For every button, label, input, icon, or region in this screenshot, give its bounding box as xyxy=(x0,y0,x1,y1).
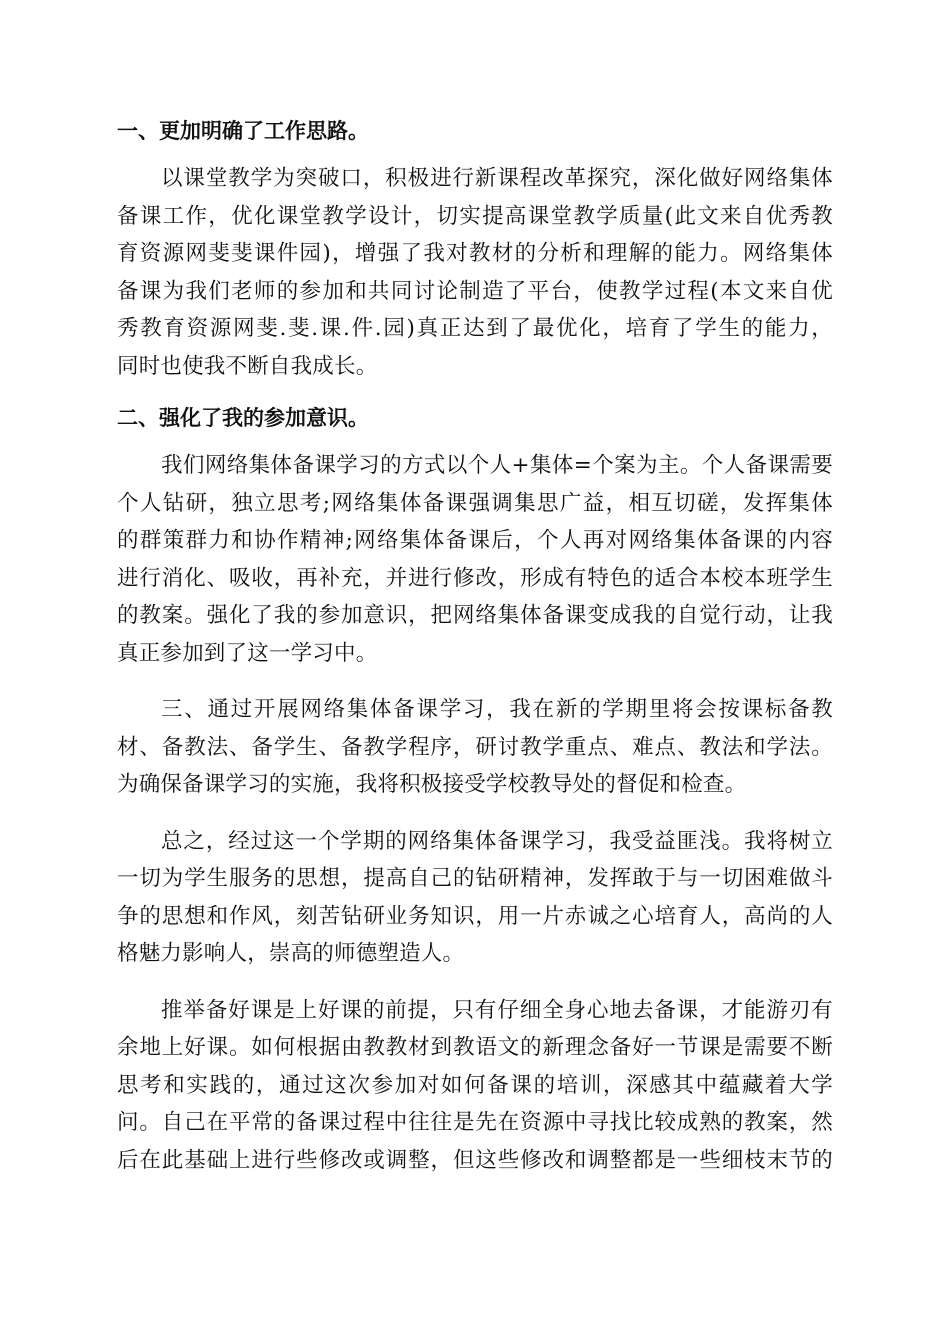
paragraph-line: 我们网络集体备课学习的方式以个人+集体=个案为主。个人备课需要 xyxy=(161,453,833,478)
document-page xyxy=(117,113,833,1179)
paragraph-line: 余地上好课。如何根据由教教材到教语文的新理念备好一节课是需要不断 xyxy=(117,1035,833,1060)
paragraph-line: 推举备好课是上好课的前提，只有仔细全身心地去备课，才能游刃有 xyxy=(161,997,833,1023)
paragraph-line: 三、通过开展网络集体备课学习，我在新的学期里将会按课标备教 xyxy=(161,697,833,722)
paragraph-line: 备课工作，优化课堂教学设计，切实提高课堂教学质量(此文来自优秀教 xyxy=(117,203,833,229)
paragraph-4 xyxy=(117,823,833,973)
paragraph-line: 一切为学生服务的思想，提高自己的钻研精神，发挥敢于与一切困难做斗 xyxy=(117,866,833,891)
paragraph-line: 格魅力影响人，崇高的师德塑造人。 xyxy=(117,941,465,966)
paragraph-line: 总之，经过这一个学期的网络集体备课学习，我受益匪浅。我将树立 xyxy=(161,828,833,854)
paragraph-2 xyxy=(117,447,833,672)
paragraph-line: 同时也使我不断自我成长。 xyxy=(117,353,378,379)
paragraph-line: 的群策群力和协作精神;网络集体备课后，个人再对网络集体备课的内容 xyxy=(117,528,833,553)
section-heading-2: 二、强化了我的参加意识。 xyxy=(117,406,369,430)
paragraph-line: 材、备教法、备学生、备教学程序，研讨教学重点、难点、教法和学法。 xyxy=(117,734,833,760)
paragraph-1 xyxy=(117,160,833,385)
paragraph-line: 个人钻研，独立思考;网络集体备课强调集思广益，相互切磋，发挥集体 xyxy=(117,490,833,516)
paragraph-line: 的教案。强化了我的参加意识，把网络集体备课变成我的自觉行动，让我 xyxy=(117,603,833,628)
paragraph-line: 后在此基础上进行些修改或调整，但这些修改和调整都是一些细枝末节的 xyxy=(117,1147,833,1173)
paragraph-line: 以课堂教学为突破口，积极进行新课程改革探究，深化做好网络集体 xyxy=(161,166,833,191)
paragraph-line: 思考和实践的，通过这次参加对如何备课的培训，深感其中蕴藏着大学 xyxy=(117,1072,833,1098)
paragraph-3 xyxy=(117,691,833,804)
paragraph-line: 秀教育资源网斐.斐.课.件.园)真正达到了最优化，培育了学生的能力， xyxy=(117,316,833,341)
paragraph-5 xyxy=(117,992,833,1180)
paragraph-line: 为确保备课学习的实施，我将积极接受学校教导处的督促和检查。 xyxy=(117,772,747,797)
paragraph-line: 争的思想和作风，刻苦钻研业务知识，用一片赤诚之心培育人，高尚的人 xyxy=(117,903,833,929)
paragraph-line: 育资源网斐斐课件园)，增强了我对教材的分析和理解的能力。网络集体 xyxy=(117,241,833,266)
paragraph-line: 备课为我们老师的参加和共同讨论制造了平台，使教学过程(本文来自优 xyxy=(117,278,833,304)
paragraph-line: 问。自己在平常的备课过程中往往是先在资源中寻找比较成熟的教案，然 xyxy=(117,1110,833,1135)
section-heading-1: 一、更加明确了工作思路。 xyxy=(117,119,369,143)
paragraph-line: 进行消化、吸收，再补充，并进行修改，形成有特色的适合本校本班学生 xyxy=(117,565,833,591)
paragraph-line: 真正参加到了这一学习中。 xyxy=(117,640,378,666)
